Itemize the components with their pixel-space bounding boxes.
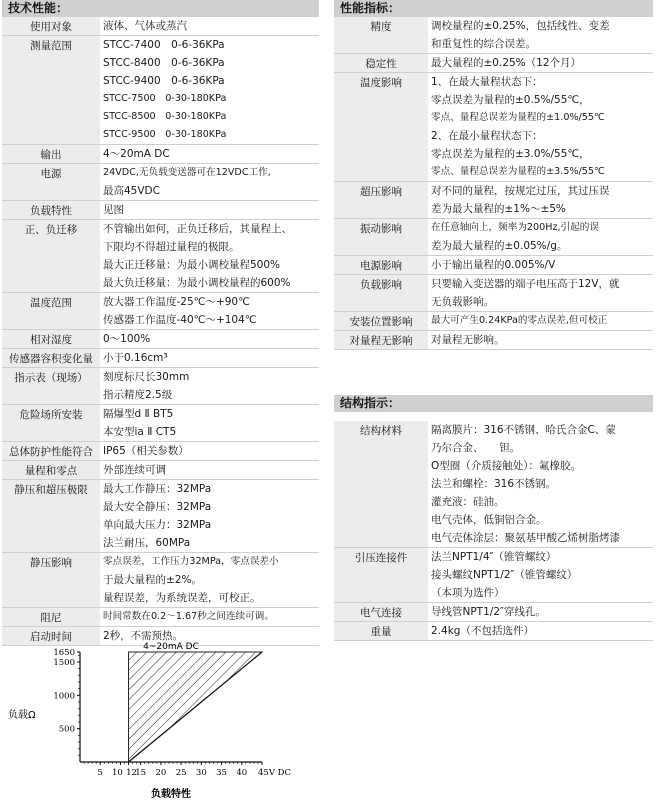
spec-row	[334, 312, 653, 331]
spec-value	[428, 603, 653, 622]
spec-value-line: 调校量程的±0.25%，包括线性、变差	[431, 20, 610, 32]
spec-value-line: 法兰NPT1/4″（锥管螺纹）	[431, 551, 557, 563]
spec-value-line: 外部连续可调	[103, 464, 166, 476]
spec-value-line: 下限均不得超过量程的极限。	[103, 241, 240, 253]
x-tick-label: 15	[135, 768, 147, 778]
spec-value	[100, 201, 319, 220]
spec-value	[428, 219, 653, 256]
spec-value-line: STCC-7400 0-6-36KPa	[103, 39, 225, 51]
spec-value-line: 零点误差，工作压力32MPa，零点误差小	[103, 556, 279, 567]
spec-value-line: 零点误差为量程的±3.0%/55℃，	[431, 148, 590, 160]
spec-label: 指示表（现场）	[2, 368, 100, 405]
technical-performance-section	[2, 0, 319, 646]
spec-value-line: 0～100%	[103, 333, 151, 345]
spec-value-line: IP65（相关参数）	[103, 445, 189, 457]
y-tick-label: 1500	[53, 658, 75, 668]
spec-value-line: 单向最大压力：32MPa	[103, 519, 212, 531]
spec-label: 正、负迁移	[2, 220, 100, 293]
spec-value-line: 差为最大量程的±1%～±5%	[431, 203, 566, 215]
spec-row	[334, 548, 653, 603]
spec-value-line: 量程误差，为系统误差，可校正。	[103, 592, 261, 604]
spec-row	[334, 275, 653, 312]
x-tick-label: 30	[195, 768, 207, 778]
x-axis-label: 负载特性	[151, 789, 191, 800]
structure-table	[334, 421, 653, 641]
spec-value-line: 接头螺纹NPT1/2″（锥管螺纹）	[431, 569, 578, 581]
spec-value-line: 法兰耐压，60MPa	[103, 537, 191, 549]
spec-value	[100, 405, 319, 442]
spec-row	[2, 461, 319, 480]
spec-row	[334, 54, 653, 73]
spec-value	[100, 36, 319, 145]
spec-label: 引压连接件	[334, 548, 428, 603]
spec-value	[428, 17, 653, 54]
spec-value-line: 2秒，不需预热。	[103, 630, 184, 642]
spec-value-line: 最大负迁移量：为最小调校量程的600%	[103, 277, 291, 289]
spec-value-line: 在任意轴向上，频率为200Hz,引起的误	[431, 222, 599, 233]
spec-value-line: 只要输入变送器的端子电压高于12V，就	[431, 278, 620, 290]
spec-value-line: 差为最大量程的±0.05%/g。	[431, 240, 568, 252]
y-axis-label: 负载Ω	[8, 710, 36, 721]
spec-row	[334, 182, 653, 219]
spec-value	[100, 480, 319, 553]
spec-value-line: 最大工作静压：32MPa	[103, 483, 212, 495]
spec-row	[2, 349, 319, 368]
spec-value	[100, 220, 319, 293]
spec-value-line: 最大安全静压：32MPa	[103, 501, 212, 513]
spec-row	[2, 368, 319, 405]
spec-row	[334, 331, 653, 350]
spec-label: 测量范围	[2, 36, 100, 145]
spec-value-line: STCC-8400 0-6-36KPa	[103, 57, 225, 69]
spec-value-line: 无负载影响。	[431, 296, 494, 308]
spec-label: 总体防护性能符合	[2, 442, 100, 461]
spec-value	[428, 256, 653, 275]
spec-value-line: 零点误差为量程的±0.5%/55℃，	[431, 94, 590, 106]
spec-value-line: 最大可产生0.24KPa的零点误差,但可校正	[431, 315, 608, 326]
x-tick-label: 12	[126, 768, 137, 778]
x-tick-label: 40	[236, 768, 248, 778]
spec-row	[2, 293, 319, 330]
spec-row	[2, 220, 319, 293]
spec-label: 稳定性	[334, 54, 428, 73]
spec-value-line: 最大正迁移量：为最小调校量程500%	[103, 259, 281, 271]
spec-label: 重量	[334, 622, 428, 641]
spec-value	[100, 608, 319, 627]
spec-value	[428, 312, 653, 331]
spec-value-line: STCC-7500 0-30-180KPa	[103, 93, 227, 104]
spec-label: 相对湿度	[2, 330, 100, 349]
spec-value	[100, 368, 319, 405]
spec-value	[100, 293, 319, 330]
spec-row	[2, 330, 319, 349]
spec-value	[100, 442, 319, 461]
spec-value-line: 小于输出量程的0.005%/V	[431, 259, 556, 271]
spec-value-line: 最大量程的±0.25%（12个月）	[431, 57, 582, 69]
spec-value	[428, 548, 653, 603]
spec-label: 振动影响	[334, 219, 428, 256]
spec-value	[428, 73, 653, 182]
spec-row	[2, 201, 319, 220]
spec-value-line: 最高45VDC	[103, 185, 160, 197]
y-tick-label: 1650	[53, 648, 75, 658]
spec-label: 电源	[2, 164, 100, 201]
performance-index-section	[334, 0, 653, 350]
spec-value-line: 和重复性的综合误差。	[431, 38, 536, 50]
chart-title: 4~20mA DC	[143, 642, 199, 652]
spec-row	[334, 73, 653, 182]
spec-value-line: 导线管NPT1/2″穿线孔。	[431, 606, 546, 618]
spec-row	[334, 421, 653, 548]
x-tick-label: 10	[112, 768, 123, 778]
spec-value-line: 传感器工作温度-40℃～+104℃	[103, 314, 257, 326]
load-chart-svg	[0, 640, 320, 804]
spec-value	[428, 331, 653, 350]
spec-row	[2, 164, 319, 201]
spec-label: 传感器容积变化量	[2, 349, 100, 368]
spec-label: 安装位置影响	[334, 312, 428, 331]
spec-label: 启动时间	[2, 627, 100, 646]
spec-label: 静压影响	[2, 553, 100, 608]
spec-row	[334, 17, 653, 54]
spec-label: 静压和超压极限	[2, 480, 100, 553]
spec-value	[428, 182, 653, 219]
spec-value-line: 电气壳体涂层：聚氨基甲酸乙烯树脂烤漆	[431, 532, 620, 544]
spec-row	[2, 608, 319, 627]
spec-label: 量程和零点	[2, 461, 100, 480]
right-column	[334, 0, 653, 641]
spec-value-line: 电气壳体，低铜铝合金。	[431, 514, 547, 526]
spec-label: 电气连接	[334, 603, 428, 622]
spec-value-line: 4～20mA DC	[103, 148, 170, 160]
spec-row	[2, 145, 319, 164]
x-tick-label: 25	[175, 768, 187, 778]
y-tick-label: 1000	[53, 691, 75, 702]
spec-label: 温度范围	[2, 293, 100, 330]
spec-label: 精度	[334, 17, 428, 54]
spec-value-line: 时间常数在0.2～1.67秒之间连续可调。	[103, 611, 274, 622]
spec-value	[100, 17, 319, 36]
spec-value-line: 对量程无影响。	[431, 334, 505, 346]
spec-value-line: 液体、气体或蒸汽	[103, 20, 187, 32]
spec-value-line: 小于0.16cm³	[103, 352, 168, 364]
spec-label: 对量程无影响	[334, 331, 428, 350]
spec-value-line: 1、在最大量程状态下：	[431, 76, 543, 88]
spec-value-line: 不管输出如何，正负迁移后，其量程上、	[103, 223, 292, 235]
spec-row	[2, 405, 319, 442]
spec-value	[100, 164, 319, 201]
spec-row	[334, 603, 653, 622]
spec-value-line: 零点、量程总误差为量程的±3.5%/55℃	[431, 166, 605, 177]
spec-row	[334, 622, 653, 641]
spec-label: 负载影响	[334, 275, 428, 312]
spec-label: 负载特性	[2, 201, 100, 220]
spec-value-line: STCC-9400 0-6-36KPa	[103, 75, 225, 87]
spec-value-line: （本项为选件）	[431, 587, 505, 599]
spec-value-line: 2、在最小量程状态下：	[431, 130, 543, 142]
performance-index-header: 性能指标：	[334, 0, 653, 17]
spec-label: 电源影响	[334, 256, 428, 275]
spec-value-line: 对不同的量程，按规定过压，其过压误	[431, 185, 610, 197]
spec-value	[100, 349, 319, 368]
y-tick-label: 500	[58, 724, 75, 735]
x-tick-label: 35	[216, 768, 227, 778]
spec-label: 输出	[2, 145, 100, 164]
spec-value-line: 刻度标尺长30mm	[103, 371, 190, 383]
spec-row	[334, 219, 653, 256]
x-tick-label: 45V DC	[258, 768, 291, 778]
spec-value-line: 灌充液：硅油。	[431, 496, 505, 508]
spec-value-line: O型圈（介质接触处）：氟橡胶。	[431, 460, 582, 472]
spec-value-line: 2.4kg（不包括选件）	[431, 625, 534, 637]
spec-value-line: STCC-8500 0-30-180KPa	[103, 111, 227, 122]
structure-section	[334, 395, 653, 641]
technical-performance-header: 技术性能：	[2, 0, 319, 17]
spec-row	[2, 17, 319, 36]
x-tick-label: 5	[97, 768, 103, 778]
spec-value-line: STCC-9500 0-30-180KPa	[103, 129, 227, 140]
spec-label: 使用对象	[2, 17, 100, 36]
spec-value	[428, 622, 653, 641]
technical-performance-table	[2, 17, 319, 646]
spec-row	[2, 36, 319, 145]
load-characteristic-chart	[0, 640, 320, 804]
structure-header: 结构指示：	[334, 395, 653, 412]
x-tick-label: 20	[155, 768, 167, 778]
spec-value-line: 隔爆型d Ⅱ BT5	[103, 408, 174, 420]
spec-value	[100, 461, 319, 480]
spec-value-line: 见图	[103, 204, 124, 216]
spec-row	[2, 553, 319, 608]
spec-value-line: 本安型ia Ⅱ CT5	[103, 426, 177, 438]
spec-value-line: 24VDC,无负载变送器可在12VDC工作,	[103, 167, 271, 178]
spec-value	[428, 421, 653, 548]
spec-value-line: 隔离膜片：316不锈钢、哈氏合金C、蒙	[431, 424, 616, 436]
spec-label: 温度影响	[334, 73, 428, 182]
spec-value	[100, 330, 319, 349]
spec-value-line: 指示精度2.5级	[103, 389, 173, 401]
spec-value-line: 放大器工作温度-25℃～+90℃	[103, 296, 250, 308]
spec-value	[100, 553, 319, 608]
spec-row	[2, 480, 319, 553]
spec-row	[2, 442, 319, 461]
spec-value	[428, 54, 653, 73]
spec-value-line: 零点、量程总误差为量程的±1.0%/55℃	[431, 112, 605, 123]
spec-value-line: 法兰和螺栓：316不锈钢。	[431, 478, 557, 490]
spec-label: 超压影响	[334, 182, 428, 219]
spec-value	[428, 275, 653, 312]
spec-label: 阻尼	[2, 608, 100, 627]
spec-value	[100, 145, 319, 164]
performance-index-table	[334, 17, 653, 350]
spec-row	[334, 256, 653, 275]
spec-value-line: 乃尔合金、 钽。	[431, 442, 521, 454]
spec-value-line: 于最大量程的±2%。	[103, 574, 202, 586]
spec-label: 危险场所安装	[2, 405, 100, 442]
spec-label: 结构材料	[334, 421, 428, 548]
